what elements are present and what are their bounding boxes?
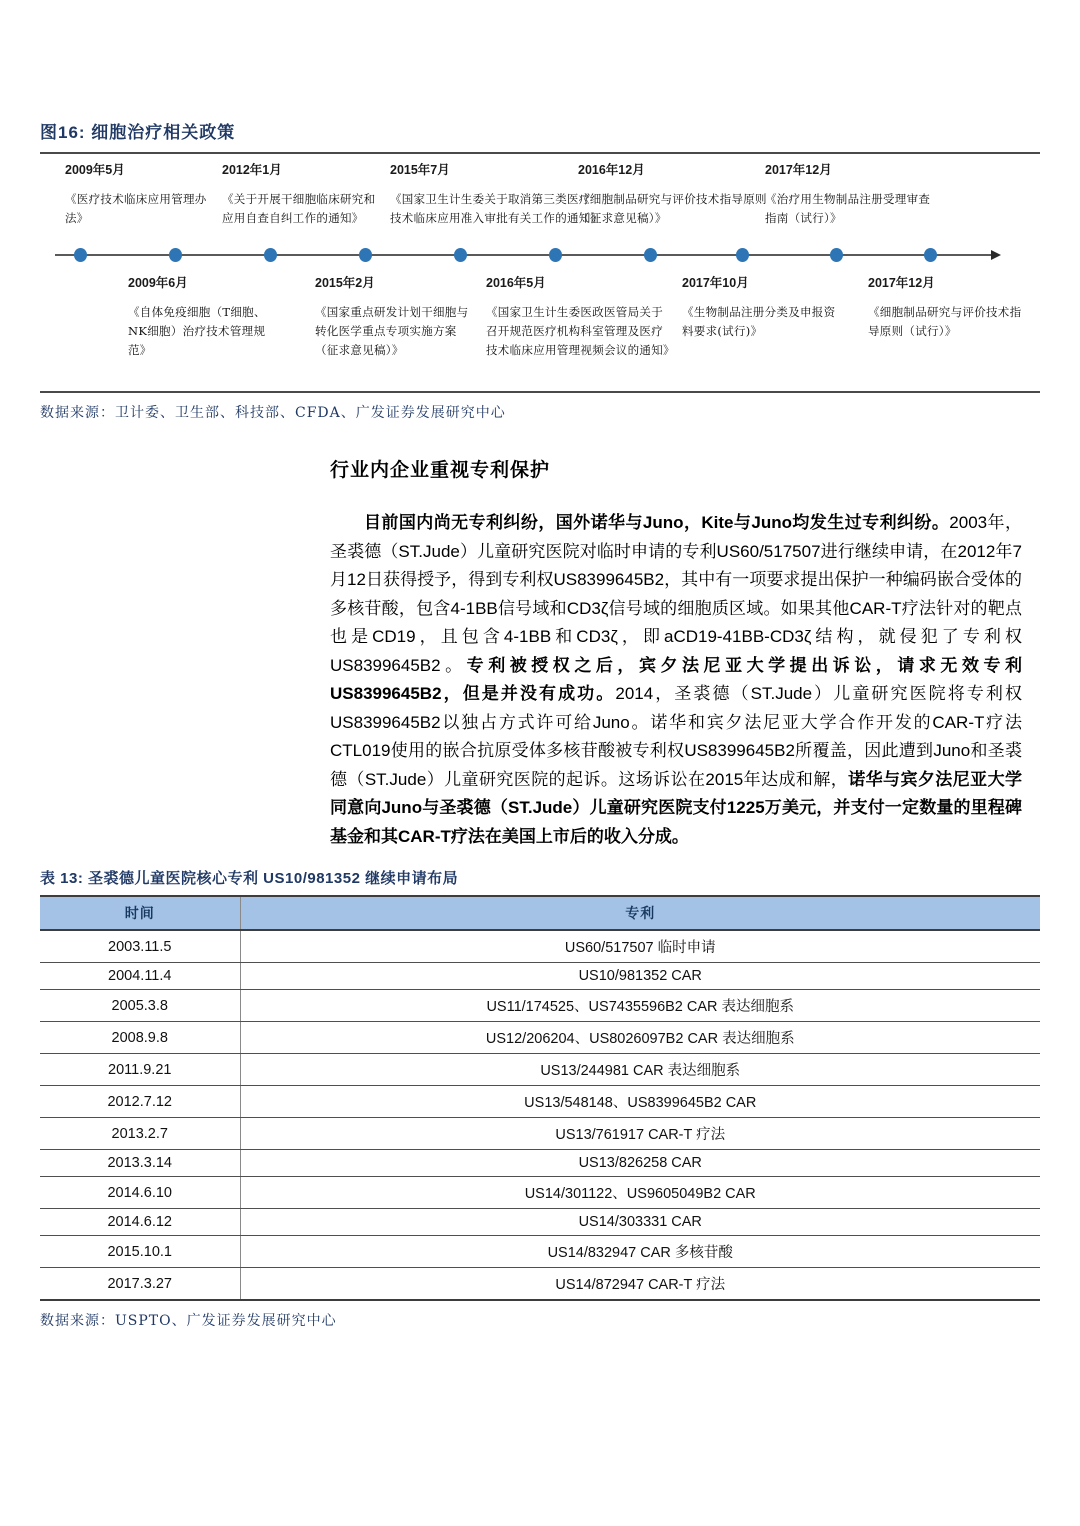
paragraph-segment: 目前国内尚无专利纠纷，国外诺华与Juno，Kite与Juno均发生过专利纠纷。 <box>364 513 950 532</box>
timeline-item-text: 《细胞制品研究与评价技术指导原则（试行）》 <box>868 305 1022 338</box>
timeline-item <box>578 160 768 228</box>
timeline-item-date: 2015年7月 <box>390 163 450 177</box>
paragraph-segment: 2003年，圣裘德（ST.Jude）儿童研究医院对临时申请的专利US60/517507进行继续申请，在2012年7月12日获得授予，得到专利权US8399645B2，其中有一项要求提出保护一种编码嵌合受体的多核苷酸，包含4-1BB信号域和CD3ζ信号域的细胞质区域。如果其他CAR-T疗法针对的靶点也是CD19，且包含4-1BB和CD3ζ，即aCD19-41BB-CD3ζ结构，就侵犯了专利权US8399645B2。 <box>330 513 1022 675</box>
timeline-item-text: 《国家卫生计生委医政医管局关于召开规范医疗机构科室管理及医疗技术临床应用管理视频会议的通知》 <box>486 305 675 357</box>
timeline-dot <box>264 248 277 262</box>
table-source: 数据来源：USPTO、广发证券发展研究中心 <box>40 1313 337 1329</box>
timeline-dot <box>830 248 843 262</box>
timeline-item-date: 2009年5月 <box>65 163 125 177</box>
table-cell: US14/303331 CAR <box>240 1209 1040 1236</box>
timeline-dot <box>736 248 749 262</box>
timeline-dot <box>924 248 937 262</box>
section-heading: 行业内企业重视专利保护 <box>330 460 551 481</box>
paragraph-segment: 专利被授权之后，宾夕法尼亚大学提出诉讼，请求无效专利US8399645B2，但是并没有成功。 <box>330 655 1023 703</box>
table-cell: US14/872947 CAR-T 疗法 <box>555 1277 726 1293</box>
table-cell: US14/301122、US9605049B2 CAR <box>240 1177 1040 1209</box>
table-cell: 2005.3.8 <box>40 990 240 1022</box>
timeline-item-date: 2012年1月 <box>222 163 282 177</box>
table-row <box>40 1150 1040 1177</box>
table-cell: US13/548148、US8399645B2 CAR <box>240 1086 1040 1118</box>
table-cell: 2013.2.7 <box>40 1118 240 1150</box>
timeline-item-text: 《自体免疫细胞（T细胞、NK细胞）治疗技术管理规范》 <box>128 305 266 357</box>
timeline-item-text: 《细胞制品研究与评价技术指导原则（征求意见稿）》 <box>578 192 767 225</box>
table-row <box>40 1209 1040 1236</box>
table-title: 表 13: 圣裘德儿童医院核心专利 US10/981352 继续申请布局 <box>40 870 459 887</box>
patent-table <box>40 895 1040 1301</box>
timeline-dot <box>644 248 657 262</box>
table-cell: US10/981352 CAR <box>240 963 1040 990</box>
table-cell: 2017.3.27 <box>40 1268 240 1301</box>
table-cell: US14/832947 CAR 多核苷酸 <box>240 1236 1040 1268</box>
timeline-item-text: 《治疗用生物制品注册受理审查指南（试行）》 <box>765 192 931 225</box>
table-cell: 2015.10.1 <box>40 1236 240 1268</box>
timeline-item <box>390 160 603 228</box>
timeline-item-text: 《国家重点研发计划干细胞与转化医学重点专项实施方案（征求意见稿）》 <box>315 305 469 357</box>
timeline-dot <box>74 248 87 262</box>
table-cell: US13/761917 CAR-T 疗法 <box>240 1118 1040 1150</box>
timeline-dot <box>359 248 372 262</box>
timeline-item-date: 2017年12月 <box>765 163 832 177</box>
column-header-time: 时间 <box>40 896 240 930</box>
timeline-item-text: 《医疗技术临床应用管理办法》 <box>65 192 207 225</box>
figure-title: 图16: 细胞治疗相关政策 <box>40 118 1040 154</box>
patent-paragraph <box>330 509 1022 851</box>
timeline-dot <box>454 248 467 262</box>
timeline-item-date: 2017年10月 <box>682 276 749 290</box>
timeline-item-date: 2016年5月 <box>486 276 546 290</box>
timeline-item <box>65 160 215 228</box>
table-cell: 2012.7.12 <box>40 1086 240 1118</box>
timeline-item <box>222 160 382 228</box>
table-cell: US13/826258 CAR <box>240 1150 1040 1177</box>
table-cell: US11/174525、US7435596B2 CAR 表达细胞系 <box>240 990 1040 1022</box>
timeline-item-date: 2009年6月 <box>128 276 188 290</box>
timeline-item-text: 《生物制品注册分类及申报资料要求(试行)》 <box>682 305 836 338</box>
timeline-item <box>128 273 283 360</box>
table-row <box>40 1054 1040 1086</box>
paragraph-segment: 诺华与宾夕法尼亚大学同意向Juno与圣裘德（ST.Jude）儿童研究医院支付1225万美元，并支付一定数量的里程碑基金和其CAR-T疗法在美国上市后的收入分成。 <box>330 769 1022 846</box>
table-cell: 2003.11.5 <box>40 930 240 963</box>
table-row <box>40 1022 1040 1054</box>
column-header-patent: 专利 <box>240 896 1040 930</box>
table-cell: 2004.11.4 <box>40 963 240 990</box>
table-cell: US60/517507 临时申请 <box>240 930 1040 963</box>
table-header-row <box>40 896 1040 930</box>
timeline-item <box>315 273 475 360</box>
timeline-item <box>868 273 1028 341</box>
timeline-item-date: 2016年12月 <box>578 163 645 177</box>
table-cell: 2008.9.8 <box>40 1022 240 1054</box>
table-cell: US13/244981 CAR 表达细胞系 <box>240 1054 1040 1086</box>
timeline-axis <box>55 254 993 256</box>
table-row <box>40 1177 1040 1209</box>
table-row <box>40 963 1040 990</box>
timeline-item <box>682 273 847 341</box>
arrow-right-icon <box>991 250 1001 260</box>
table-cell: US12/206204、US8026097B2 CAR 表达细胞系 <box>240 1022 1040 1054</box>
patent-table-block <box>40 867 1040 1330</box>
table-row <box>40 990 1040 1022</box>
table-row <box>40 1236 1040 1268</box>
table-row <box>40 1268 1040 1301</box>
table-cell: 2014.6.12 <box>40 1209 240 1236</box>
table-cell: 2013.3.14 <box>40 1150 240 1177</box>
table-cell: 2014.6.10 <box>40 1177 240 1209</box>
figure-source: 数据来源：卫计委、卫生部、科技部、CFDA、广发证券发展研究中心 <box>40 391 1040 422</box>
table-row <box>40 1086 1040 1118</box>
timeline-item-date: 2015年2月 <box>315 276 375 290</box>
timeline-item <box>486 273 675 360</box>
table-row <box>40 1118 1040 1150</box>
policy-timeline-diagram <box>40 154 1040 391</box>
table-row <box>40 930 1040 963</box>
timeline-dot <box>549 248 562 262</box>
timeline-item <box>765 160 940 228</box>
timeline-dot <box>169 248 182 262</box>
timeline-item-date: 2017年12月 <box>868 276 935 290</box>
paragraph-segment: 2014，圣裘德（ST.Jude）儿童研究医院将专利权US8399645B2以独占方式许可给Juno。诺华和宾夕法尼亚大学合作开发的CAR-T疗法CTL019使用的嵌合抗原受体多核苷酸被专利权US8399645B2所覆盖，因此遭到Juno和圣裘德（ST.Jude）儿童研究医院的起诉。这场诉讼在2015年达成和解， <box>330 684 1022 789</box>
table-cell: 2011.9.21 <box>40 1054 240 1086</box>
timeline-item-text: 《国家卫生计生委关于取消第三类医疗技术临床应用准入审批有关工作的通知》 <box>390 192 603 225</box>
timeline-item-text: 《关于开展干细胞临床研究和应用自查自纠工作的通知》 <box>222 192 376 225</box>
